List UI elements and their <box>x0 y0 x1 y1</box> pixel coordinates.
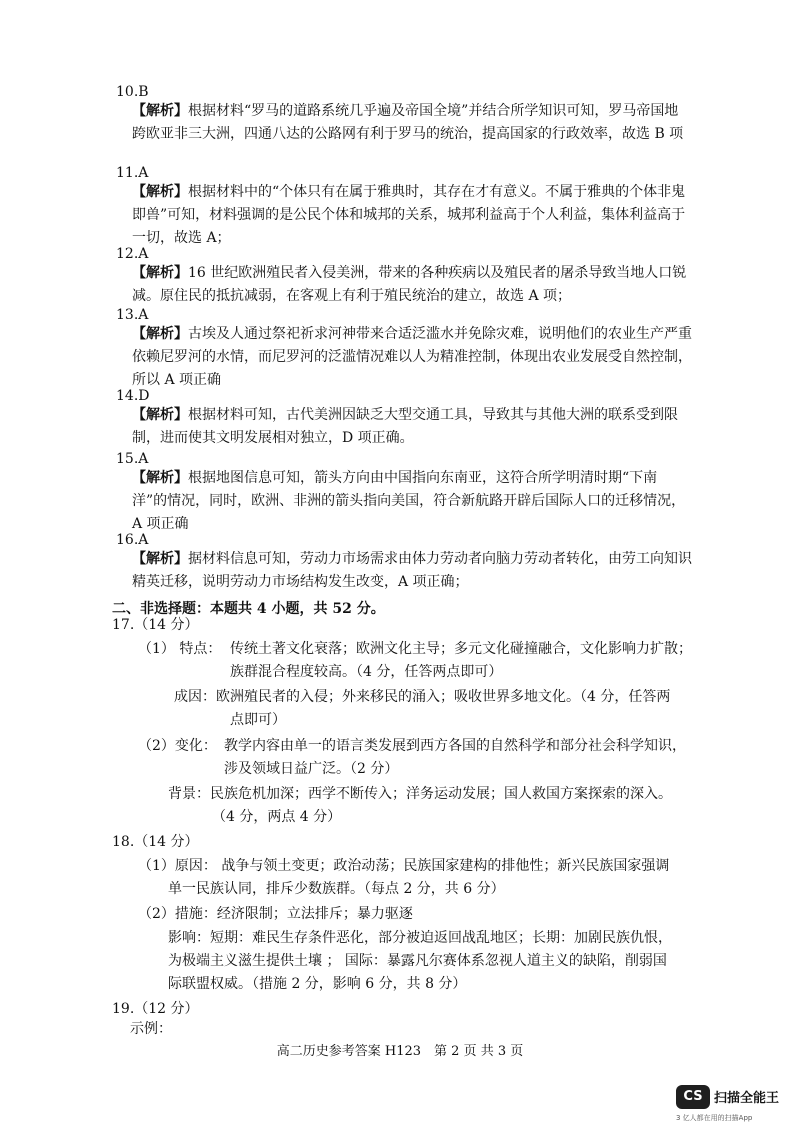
analysis-tag: 【解析】 <box>132 326 188 342</box>
q17-part2-background: 背景：民族危机加深；西学不断传入；洋务运动发展；国人救国方案探索的深入。 <box>168 786 672 802</box>
analysis-text: 根据地图信息可知，箭头方向由中国指向东南亚，这符合所学明清时期“下南洋”的情况，同时，欧洲、非洲的箭头指向美国，符合新航路开辟后国际人口的迁移情况，A 项正确 <box>132 470 686 532</box>
q17-part1-text: 传统土著文化衰落；欧洲文化主导；多元文化碰撞融合，文化影响力扩散； <box>230 641 692 657</box>
q18-head: 18.（14 分） <box>112 834 199 850</box>
q17-part2-text-cont: 涉及领域日益广泛。（2 分） <box>224 761 399 777</box>
q18-part1-cont: 单一民族认同，排斥少数族群。（每点 2 分，共 6 分） <box>168 881 505 897</box>
analysis-tag: 【解析】 <box>132 103 188 119</box>
q17-part2-text: 教学内容由单一的语言类发展到西方各国的自然科学和部分社会科学知识， <box>224 738 686 754</box>
q18-part2-impact-end: 际联盟权威。（措施 2 分，影响 6 分，共 8 分） <box>168 976 467 992</box>
watermark-name: 扫描全能王 <box>714 1091 780 1106</box>
analysis <box>132 323 692 392</box>
scanner-watermark <box>676 1085 780 1123</box>
analysis-tag: 【解析】 <box>132 407 188 423</box>
analysis-tag: 【解析】 <box>132 184 188 200</box>
q19-head: 19.（12 分） <box>112 1001 199 1017</box>
analysis-text: 根据材料可知，古代美洲因缺乏大型交通工具，导致其与其他大洲的联系受到限制，进而使其文明发展相对独立，D 项正确。 <box>132 407 678 446</box>
q17-part2-background-cont: （4 分，两点 4 分） <box>212 809 342 825</box>
q17-part1-cause-cont: 点即可） <box>230 712 286 728</box>
analysis-tag: 【解析】 <box>132 265 188 281</box>
q17-part1-cause: 成因：欧洲殖民者的入侵；外来移民的涌入；吸收世界多地文化。（4 分，任答两 <box>174 689 671 705</box>
analysis <box>132 100 692 146</box>
analysis-tag: 【解析】 <box>132 470 188 486</box>
analysis-text: 根据材料中的“个体只有在属于雅典时，其存在才有意义。不属于雅典的个体非鬼即兽”可知，材料强调的是公民个体和城邦的关系，城邦利益高于个人利益，集体利益高于一切，故选 A； <box>132 184 686 246</box>
q17-part1-text-cont: 族群混合程度较高。（4 分，任答两点即可） <box>230 664 503 680</box>
analysis-text: 根据材料“罗马的道路系统几乎遍及帝国全境”并结合所学知识可知，罗马帝国地跨欧亚非三大洲，四通八达的公路网有利于罗马的统治，提高国家的行政效率，故选 B 项 <box>132 103 684 142</box>
q18-part2-impact: 影响：短期：难民生存条件恶化，部分被迫返回战乱地区；长期：加剧民族仇恨， <box>168 930 672 946</box>
analysis <box>132 404 692 450</box>
analysis-text: 据材料信息可知，劳动力市场需求由体力劳动者向脑力劳动者转化，由劳工向知识精英迁移，说明劳动力市场结构发生改变，A 项正确； <box>132 551 692 590</box>
question-number: 16.A <box>116 532 149 548</box>
question-number: 13.A <box>116 307 149 323</box>
question-number: 14.D <box>116 388 150 404</box>
section-title: 二、非选择题：本题共 4 小题，共 52 分。 <box>112 601 385 617</box>
analysis <box>132 467 692 536</box>
watermark-subtitle: 3 亿人都在用的扫描App <box>676 1114 753 1122</box>
q17-part2-label: （2）变化： <box>138 738 217 754</box>
question-number: 11.A <box>116 165 149 181</box>
analysis-text: 古埃及人通过祭祀祈求河神带来合适泛滥水并免除灾难，说明他们的农业生产严重依赖尼罗河的水情，而尼罗河的泛滥情况难以人为精准控制，体现出农业发展受自然控制，所以 A 项正确 <box>132 326 692 388</box>
analysis-tag: 【解析】 <box>132 551 188 567</box>
analysis <box>132 548 692 594</box>
camscanner-logo-icon: CS <box>676 1085 710 1109</box>
q18-part2-impact-cont: 为极端主义滋生提供土壤 ； 国际：暴露凡尔赛体系忽视人道主义的缺陷，削弱国 <box>168 953 667 969</box>
q17-part1-label: （1） 特点： <box>138 641 222 657</box>
q19-example: 示例： <box>130 1021 172 1037</box>
question-number: 10.B <box>116 84 149 100</box>
q18-part1: （1）原因： 战争与领土变更；政治动荡；民族国家建构的排他性；新兴民族国家强调 <box>138 858 670 874</box>
question-number: 12.A <box>116 246 149 262</box>
question-number: 15.A <box>116 451 149 467</box>
page-footer: 高二历史参考答案 H123 第 2 页 共 3 页 <box>276 1044 524 1059</box>
q18-part2: （2）措施：经济限制；立法排斥；暴力驱逐 <box>138 906 413 922</box>
analysis <box>132 262 692 308</box>
q17-head: 17.（14 分） <box>112 617 199 633</box>
analysis <box>132 181 692 250</box>
analysis-text: 16 世纪欧洲殖民者入侵美洲，带来的各种疾病以及殖民者的屠杀导致当地人口锐减。原住民的抵抗减弱，在客观上有利于殖民统治的建立，故选 A 项； <box>132 265 687 304</box>
